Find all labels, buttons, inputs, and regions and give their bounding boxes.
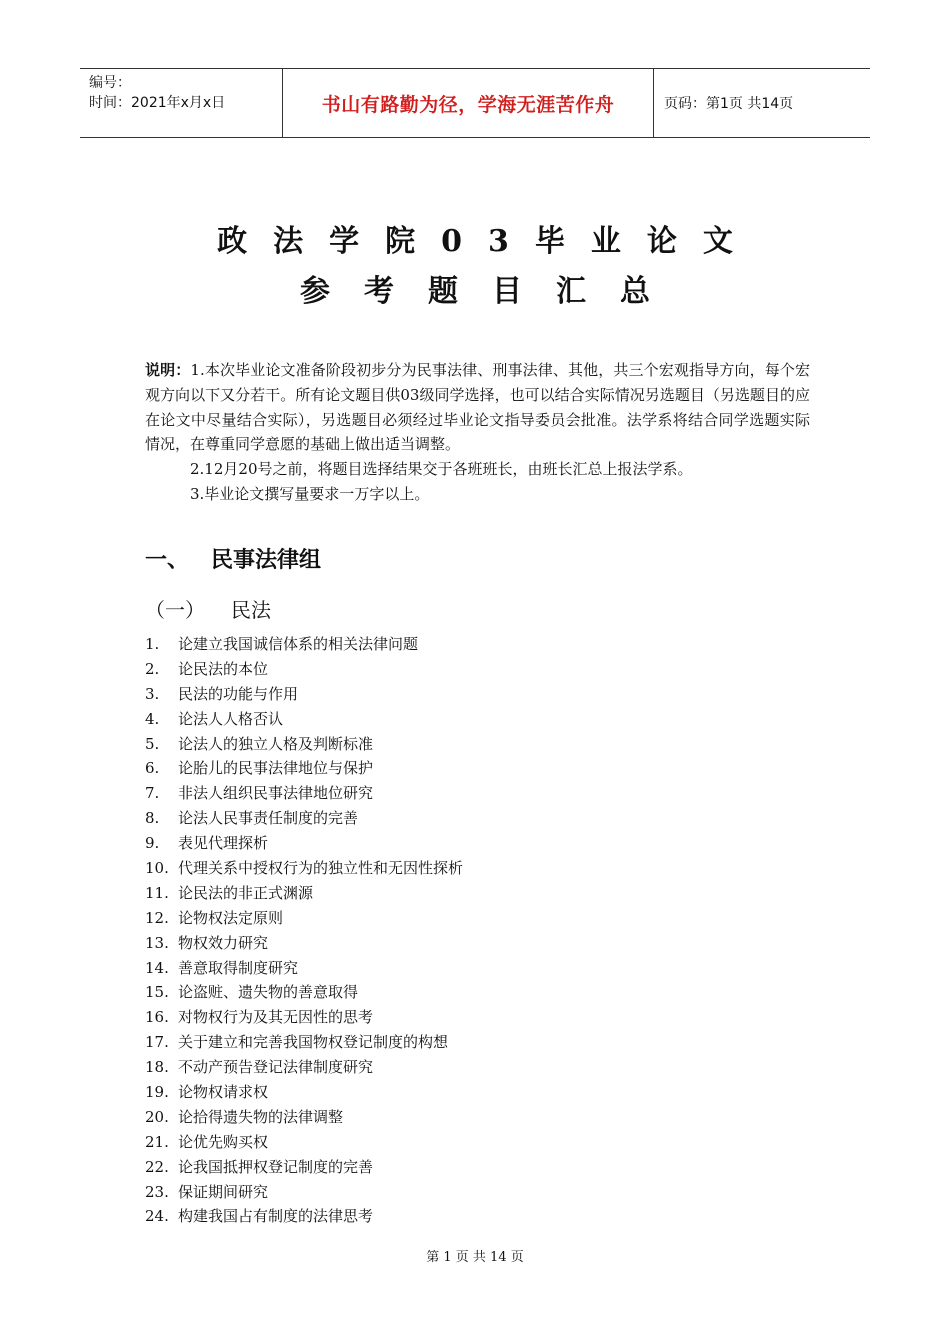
list-item-number: 3. bbox=[145, 684, 160, 703]
intro-label: 说明： bbox=[145, 361, 191, 379]
intro-p1-text: 1.本次毕业论文准备阶段初步分为民事法律、刑事法律、其他，共三个宏观指导方向，每个宏观方向以下又分若干。所有论文题目供03级同学选择，也可以结合实际情况另选题目（另选题目的应在论文中尽量结合实际），另选题目必须经过毕业论文指导委员会批准。法学系将结合同学选题实际情况，在尊重同学意愿的基础上做出适当调整。 bbox=[145, 361, 810, 454]
number-label: 编号： bbox=[89, 75, 131, 91]
list-item bbox=[145, 1155, 463, 1180]
list-item-number: 14. bbox=[145, 958, 169, 977]
intro-paragraph-1 bbox=[145, 358, 810, 457]
motto-text: 书山有路勤为径，学海无涯苦作舟 bbox=[321, 93, 615, 116]
list-item bbox=[145, 1180, 463, 1205]
list-item-text: 论物权请求权 bbox=[178, 1083, 269, 1102]
list-item-text: 物权效力研究 bbox=[178, 933, 269, 952]
list-item-number: 13. bbox=[145, 933, 169, 952]
list-item-text: 论拾得遗失物的法律调整 bbox=[178, 1107, 344, 1126]
list-item-number: 8. bbox=[145, 809, 160, 828]
list-item-text: 关于建立和完善我国物权登记制度的构想 bbox=[178, 1033, 449, 1052]
list-item-text: 论民法的非正式渊源 bbox=[178, 883, 314, 902]
list-item bbox=[145, 781, 463, 806]
list-item bbox=[145, 980, 463, 1005]
document-title-line2: 参考题目汇总 bbox=[300, 274, 684, 309]
intro-paragraph-2: 2.12月20号之前，将题目选择结果交于各班班长，由班长汇总上报法学系。 bbox=[190, 460, 693, 479]
list-item bbox=[145, 1080, 463, 1105]
list-item bbox=[145, 931, 463, 956]
list-item-text: 论民法的本位 bbox=[178, 659, 269, 678]
list-item-text: 对物权行为及其无因性的思考 bbox=[178, 1008, 374, 1027]
subsection-number: （一） bbox=[145, 598, 205, 622]
list-item-number: 7. bbox=[145, 784, 160, 803]
list-item-text: 表见代理探析 bbox=[178, 834, 269, 853]
list-item-text: 善意取得制度研究 bbox=[178, 958, 299, 977]
list-item bbox=[145, 632, 463, 657]
list-item-number: 24. bbox=[145, 1207, 169, 1226]
list-item-number: 22. bbox=[145, 1157, 169, 1176]
list-item bbox=[145, 806, 463, 831]
subsection-title: 民法 bbox=[231, 598, 271, 622]
list-item-text: 论优先购买权 bbox=[178, 1132, 269, 1151]
list-item-number: 15. bbox=[145, 983, 169, 1002]
list-item bbox=[145, 831, 463, 856]
page-label: 页码：第1页 共14页 bbox=[664, 96, 794, 112]
list-item-text: 构建我国占有制度的法律思考 bbox=[178, 1207, 374, 1226]
list-item-number: 23. bbox=[145, 1182, 169, 1201]
list-item-number: 19. bbox=[145, 1083, 169, 1102]
intro-notes bbox=[145, 358, 810, 507]
list-item-text: 民法的功能与作用 bbox=[178, 684, 299, 703]
list-item-number: 12. bbox=[145, 908, 169, 927]
list-item bbox=[145, 856, 463, 881]
topic-list bbox=[145, 632, 463, 1229]
list-item bbox=[145, 1055, 463, 1080]
list-item bbox=[145, 732, 463, 757]
list-item-text: 论物权法定原则 bbox=[178, 908, 284, 927]
list-item-number: 4. bbox=[145, 709, 160, 728]
list-item-number: 20. bbox=[145, 1107, 169, 1126]
list-item-text: 论我国抵押权登记制度的完善 bbox=[178, 1157, 374, 1176]
section-number: 一、 bbox=[145, 548, 190, 573]
list-item bbox=[145, 707, 463, 732]
list-item bbox=[145, 682, 463, 707]
list-item-number: 17. bbox=[145, 1033, 169, 1052]
list-item-number: 11. bbox=[145, 883, 169, 902]
list-item bbox=[145, 906, 463, 931]
header-page-cell bbox=[654, 69, 870, 137]
list-item-number: 9. bbox=[145, 834, 160, 853]
list-item bbox=[145, 956, 463, 981]
list-item-number: 10. bbox=[145, 859, 169, 878]
list-item-text: 论法人人格否认 bbox=[178, 709, 284, 728]
list-item bbox=[145, 1130, 463, 1155]
header-motto-cell bbox=[282, 69, 654, 137]
list-item-text: 论法人民事责任制度的完善 bbox=[178, 809, 359, 828]
section-title: 民事法律组 bbox=[211, 548, 322, 573]
list-item-number: 2. bbox=[145, 659, 160, 678]
list-item bbox=[145, 1105, 463, 1130]
list-item-number: 21. bbox=[145, 1132, 169, 1151]
list-item-text: 论法人的独立人格及判断标准 bbox=[178, 734, 374, 753]
list-item-text: 保证期间研究 bbox=[178, 1182, 269, 1201]
section-heading bbox=[145, 543, 321, 574]
list-item bbox=[145, 1005, 463, 1030]
subsection-heading bbox=[145, 594, 271, 623]
list-item bbox=[145, 756, 463, 781]
list-item-text: 论盗赃、遗失物的善意取得 bbox=[178, 983, 359, 1002]
list-item-text: 论胎儿的民事法律地位与保护 bbox=[178, 759, 374, 778]
list-item-number: 18. bbox=[145, 1058, 169, 1077]
list-item-number: 5. bbox=[145, 734, 160, 753]
list-item-text: 不动产预告登记法律制度研究 bbox=[178, 1058, 374, 1077]
list-item-number: 6. bbox=[145, 759, 160, 778]
page-footer: 第 1 页 共 14 页 bbox=[426, 1250, 524, 1265]
list-item-text: 代理关系中授权行为的独立性和无因性探析 bbox=[178, 859, 464, 878]
header-table bbox=[80, 68, 870, 138]
document-title-line1: 政法学院03毕业论文 bbox=[217, 224, 759, 259]
header-left-cell bbox=[80, 69, 282, 137]
time-label: 时间：2021年x月x日 bbox=[89, 95, 226, 111]
list-item-text: 非法人组织民事法律地位研究 bbox=[178, 784, 374, 803]
list-item-number: 16. bbox=[145, 1008, 169, 1027]
intro-paragraph-3: 3.毕业论文撰写量要求一万字以上。 bbox=[190, 484, 430, 503]
list-item bbox=[145, 881, 463, 906]
list-item bbox=[145, 657, 463, 682]
list-item-text: 论建立我国诚信体系的相关法律问题 bbox=[178, 635, 419, 653]
list-item bbox=[145, 1204, 463, 1229]
list-item-number: 1. bbox=[145, 635, 160, 653]
list-item bbox=[145, 1030, 463, 1055]
